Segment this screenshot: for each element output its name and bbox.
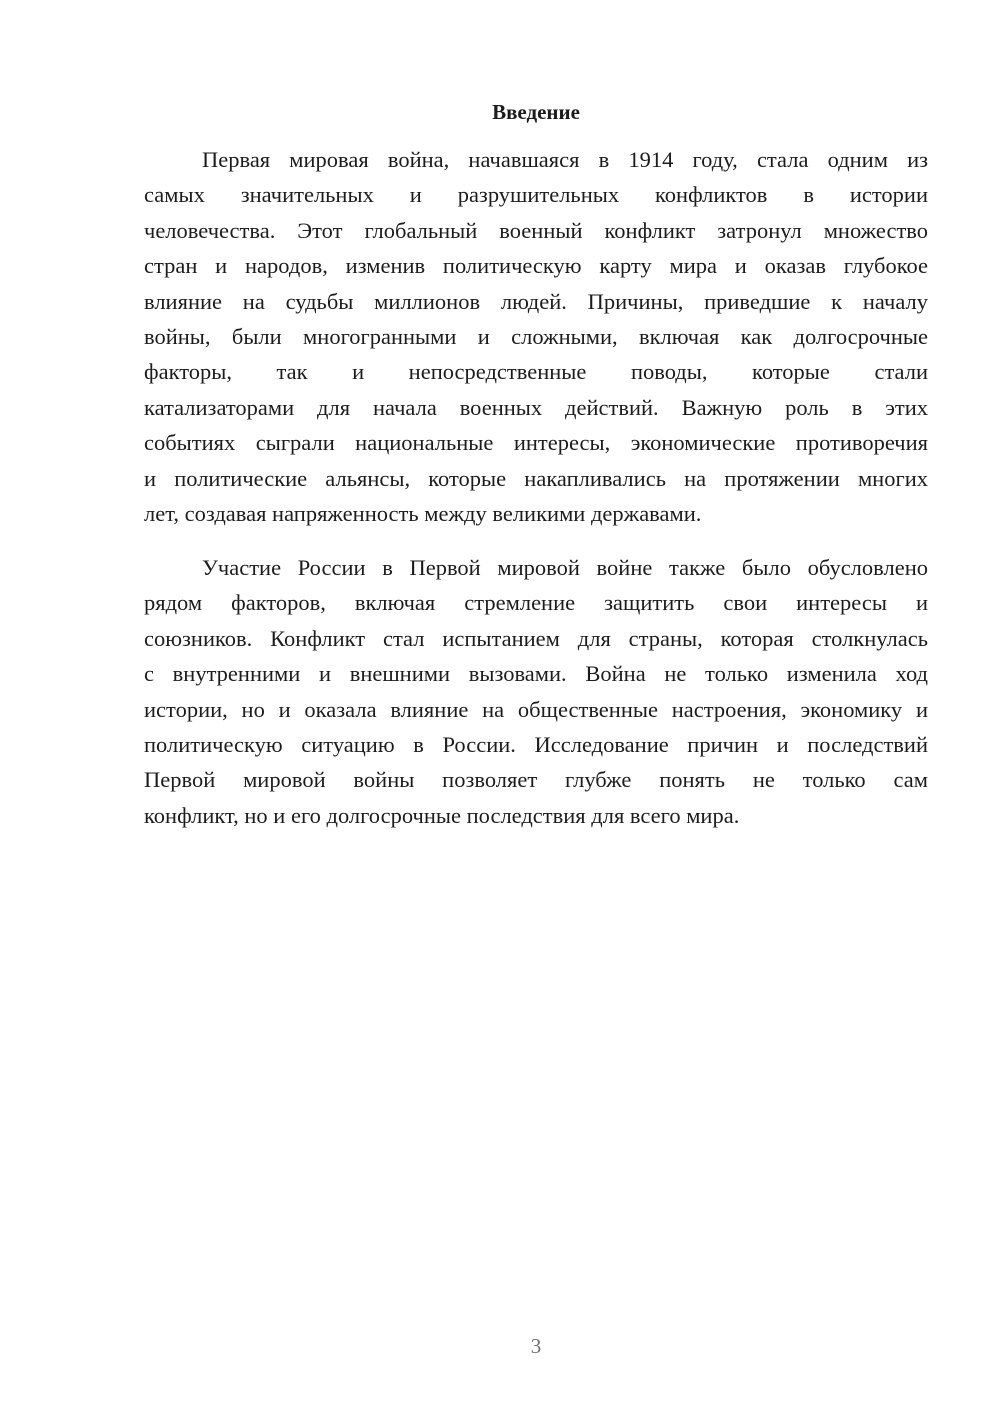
paragraph-line: Первая мировая война, начавшаяся в 1914 году, стала одним из: [202, 147, 928, 172]
paragraph-line: политическую ситуацию в России. Исследование причин и последствий: [144, 732, 928, 758]
paragraph-line: стран и народов, изменив политическую карту мира и оказав глубокое: [144, 253, 928, 279]
paragraph-line: и политические альянсы, которые накапливались на протяжении многих: [144, 465, 928, 491]
paragraph-2: [144, 550, 928, 833]
paragraph-line: Участие России в Первой мировой войне также было обусловлено: [202, 555, 928, 580]
paragraph-1: [144, 142, 928, 531]
paragraph-line: самых значительных и разрушительных конфликтов в истории: [144, 182, 928, 208]
paragraph-line: влияние на судьбы миллионов людей. Причины, приведшие к началу: [144, 288, 928, 314]
paragraph-line: войны, были многогранными и сложными, включая как долгосрочные: [144, 324, 928, 350]
paragraph-line: человечества. Этот глобальный военный конфликт затронул множество: [144, 217, 928, 243]
page-number: 3: [530, 1334, 542, 1358]
paragraph-line: конфликт, но и его долгосрочные последствия для всего мира.: [144, 802, 740, 828]
paragraph-line: факторы, так и непосредственные поводы, которые стали: [144, 359, 928, 385]
paragraph-line: истории, но и оказала влияние на общественные настроения, экономику и: [144, 696, 928, 722]
paragraph-line: лет, создавая напряженность между великими державами.: [144, 501, 702, 527]
paragraph-line: союзников. Конфликт стал испытанием для страны, которая столкнулась: [144, 625, 928, 651]
section-heading: Введение: [492, 100, 580, 124]
paragraph-line: рядом факторов, включая стремление защитить свои интересы и: [144, 590, 928, 616]
paragraph-line: катализаторами для начала военных действий. Важную роль в этих: [144, 394, 928, 420]
paragraph-line: с внутренними и внешними вызовами. Война не только изменила ход: [144, 661, 928, 687]
paragraph-line: Первой мировой войны позволяет глубже понять не только сам: [144, 767, 928, 793]
paragraph-line: событиях сыграли национальные интересы, экономические противоречия: [144, 430, 928, 456]
